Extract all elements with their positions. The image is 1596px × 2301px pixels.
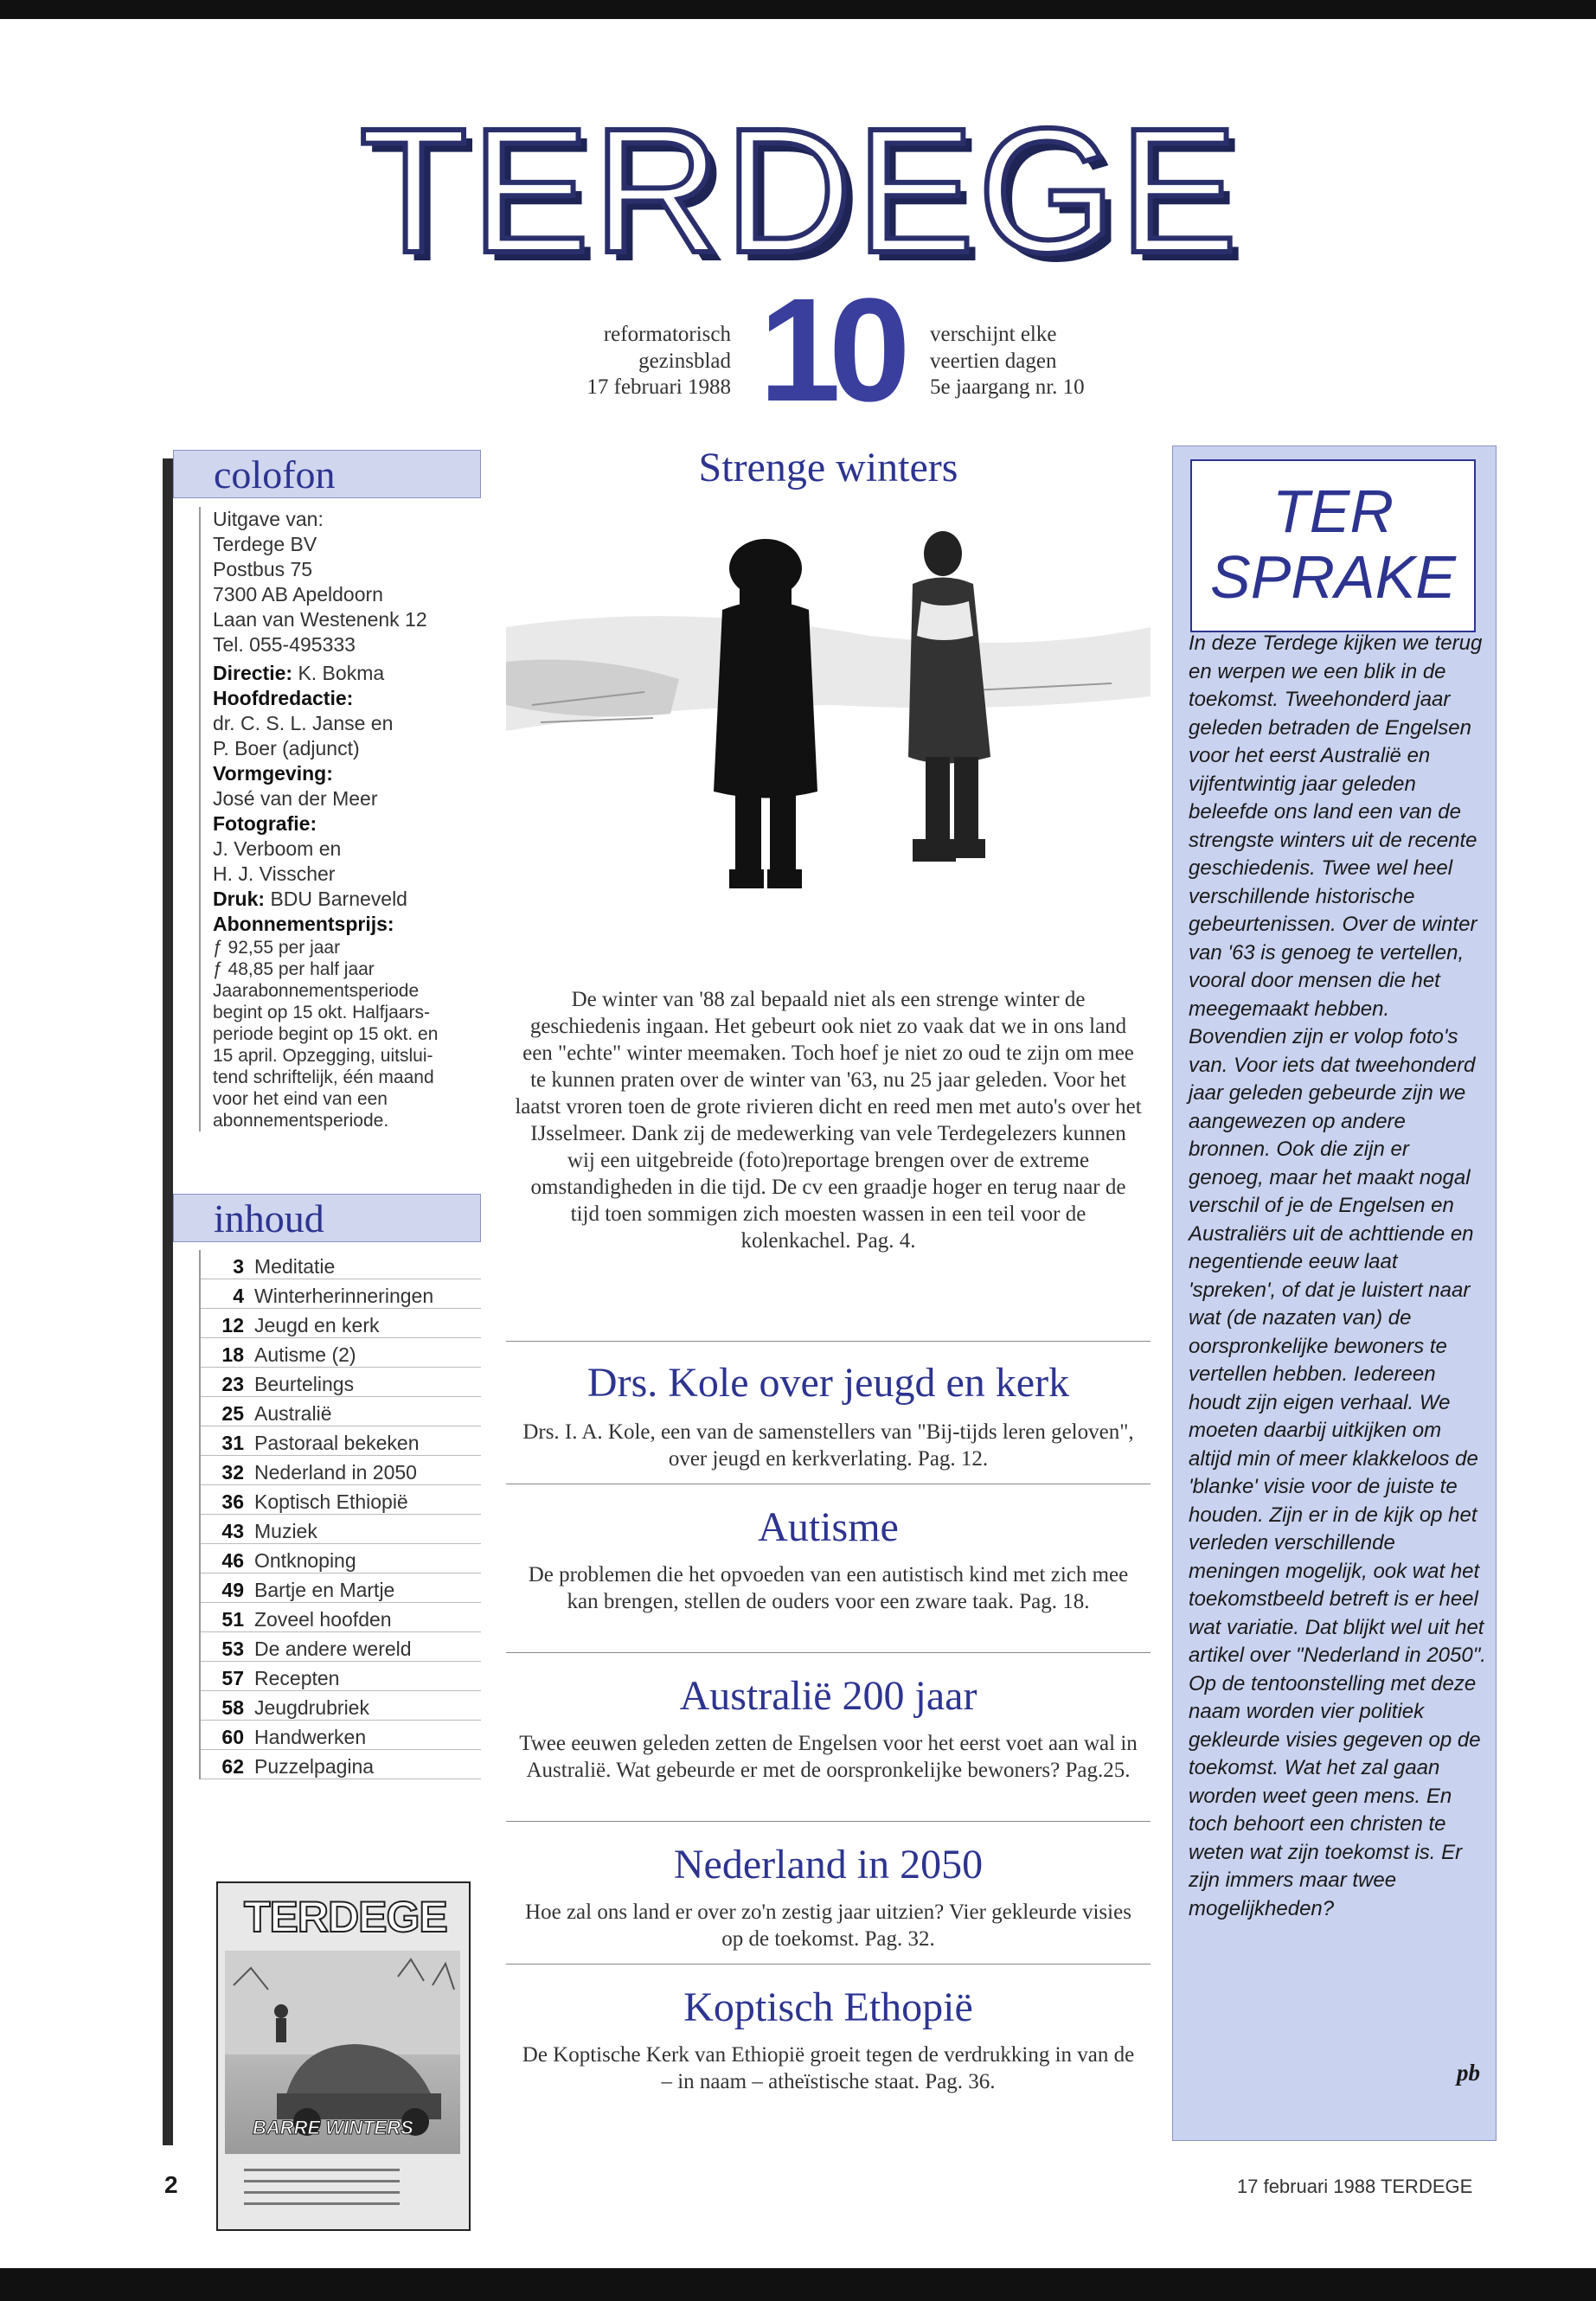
bottom-border — [0, 2268, 1596, 2301]
toc-row[interactable]: 60 Handwerken — [201, 1721, 481, 1750]
story-body-australie: Twee eeuwen geleden zetten de Engelsen voor het eerst voet aan wal in Australië. Wat gebeurde er met de oorspronkelijke bewoners? Pag.25. — [519, 1732, 1138, 1782]
cover-subtitle: BARRE WINTERS — [253, 2117, 413, 2138]
winter-photo — [506, 506, 1151, 1423]
toc-row[interactable]: 3 Meditatie — [201, 1250, 481, 1279]
story-title-koptisch-ethiopie: Koptisch Ethopië — [683, 1984, 973, 2030]
story-title-autisme: Autisme — [758, 1504, 899, 1550]
story-body-strenge-winters: De winter van '88 zal bepaald niet als een strenge winter de geschiedenis ingaan. Het gebeurt ook niet zo vaak dat we in ons land een "echte" winter meemaken. Toch hoef je niet zo oud te zijn om mee te kunnen praten over de winter van '63, nu 25 jaar geleden. Voor het laatst vroren toen de grote rivieren dicht en reed men met auto's over het IJsselmeer. Dank zij de medewerking van vele Terdegelezers kunnen wij een uitgebreide (foto)reportage brengen over de extreme omstandigheden in die tijd. De cv een graadje hoger en terug naar de tijd toen sommigen zich moesten wassen in een teil voor de kolenkachel. Pag. 4. — [515, 988, 1142, 1253]
cover-title: TERDEGE — [244, 1893, 447, 1941]
divider — [506, 1964, 1151, 1965]
story-body-nederland-2050: Hoe zal ons land er over zo'n zestig jaar uitzien? Vier gekleurde visies op de toekomst. Pag. 32. — [525, 1900, 1131, 1951]
sidebar-shadow — [163, 458, 173, 2145]
toc-row[interactable]: 49 Bartje en Martje — [201, 1574, 481, 1603]
colofon-heading: colofon — [173, 450, 481, 498]
toc-row[interactable]: 51 Zoveel hoofden — [201, 1603, 481, 1632]
story-title-strenge-winters: Strenge winters — [698, 445, 958, 490]
toc-row[interactable]: 43 Muziek — [201, 1515, 481, 1544]
ter-sprake-column — [1172, 445, 1497, 2141]
toc-row[interactable]: 57 Recepten — [201, 1662, 481, 1691]
masthead-logo: TERDEGE — [359, 91, 1241, 290]
story-title-nederland-2050: Nederland in 2050 — [673, 1842, 984, 1888]
divider — [506, 1821, 1151, 1822]
toc-row[interactable]: 25 Australië — [201, 1397, 481, 1426]
footer-date: 17 februari 1988 TERDEGE — [1237, 2176, 1473, 2197]
divider — [506, 1341, 1151, 1342]
toc-row[interactable]: 31 Pastoraal bekeken — [201, 1426, 481, 1456]
story-body-drs-kole: Drs. I. A. Kole, een van de samenstellers van "Bij-tijds leren geloven", over jeugd en kerkverlating. Pag. 12. — [522, 1420, 1134, 1471]
table-of-contents — [199, 1250, 481, 1779]
ter-sprake-signature: pb — [1457, 2060, 1480, 2086]
toc-row[interactable]: 18 Autisme (2) — [201, 1338, 481, 1368]
divider — [506, 1652, 1151, 1653]
issue-number: 10 — [759, 268, 899, 433]
inhoud-heading: inhoud — [173, 1194, 481, 1242]
toc-row[interactable]: 4 Winterherinneringen — [201, 1279, 481, 1309]
toc-row[interactable]: 23 Beurtelings — [201, 1368, 481, 1397]
toc-row[interactable]: 53 De andere wereld — [201, 1632, 481, 1662]
page-number: 2 — [164, 2171, 178, 2198]
toc-row[interactable]: 46 Ontknoping — [201, 1544, 481, 1574]
story-body-autisme: De problemen die het opvoeden van een autistisch kind met zich mee kan brengen, stellen de ouders voor een zware taak. Pag. 18. — [528, 1563, 1129, 1613]
story-title-drs-kole: Drs. Kole over jeugd en kerk — [586, 1360, 1070, 1406]
colofon-text: Uitgave van: Terdege BV Postbus 75 7300 AB Apeldoorn Laan van Westenenk 12 Tel. 055-495333 Directie: K. Bokma Hoofdredactie: dr. C. S. L. Janse en P. Boer (adjunct) Vormgeving: José van der Meer Fotografie: J. Verboom en H. J. Visscher Druk: BDU Barneveld Abonnementsprijs: ƒ 92,55 per jaar ƒ 48,85 per half jaar Jaarabonnementsperiode begint op 15 okt. Halfjaars- periode begint op 15 okt. en 15 april. Opzegging, uitslui- tend schriftelijk, één maand voor het eind van een abonnementsperiode. — [199, 507, 484, 1131]
ter-sprake-title: TER SPRAKE — [1190, 459, 1476, 632]
cover-contents-lines — [244, 2160, 417, 2214]
toc-row[interactable]: 32 Nederland in 2050 — [201, 1456, 481, 1485]
masthead-subtitle-left: reformatorisch gezinsblad 17 februari 1988 — [586, 323, 731, 399]
top-border — [0, 0, 1596, 19]
toc-row[interactable]: 12 Jeugd en kerk — [201, 1309, 481, 1338]
toc-row[interactable]: 62 Puzzelpagina — [201, 1750, 481, 1779]
toc-row[interactable]: 58 Jeugdrubriek — [201, 1691, 481, 1721]
cover-thumbnail — [216, 1881, 471, 2231]
masthead-subtitle-right: verschijnt elke veertien dagen 5e jaargang nr. 10 — [930, 323, 1085, 399]
toc-row[interactable]: 36 Koptisch Ethiopië — [201, 1485, 481, 1515]
ter-sprake-body: In deze Terdege kijken we terug en werpen we een blik in de toekomst. Tweehonderd jaar geleden betraden de Engelsen voor het eerst Australië en vijfentwintig jaar geleden beleefde ons land een van de strengste winters uit de recente geschiedenis. Twee wel heel verschillende historische gebeurtenissen. Over de winter van '63 is genoeg te vertellen, vooral door mensen die het meegemaakt hebben. Bovendien zijn er volop foto's van. Voor iets dat tweehonderd jaar geleden gebeurde zijn we aangewezen op andere bronnen. Ook die zijn er genoeg, maar het maakt nogal verschil of je de Engelsen en Australiërs uit de achttiende en negentiende eeuw laat 'spreken', of dat je luistert naar wat (de nazaten van) de oorspronkelijke bewoners te vertellen hebben. Iedereen houdt zijn eigen verhaal. We moeten daarbij uitkijken om altijd min of meer klakkeloos de 'blanke' visie voor de juiste te houden. Zijn er in de kijk op het verleden verschillende meningen mogelijk, ook wat het toekomstbeeld betreft is er heel wat variatie. Dat blijkt wel uit het artikel over "Nederland in 2050". Op de tentoonstelling met deze naam worden vier politiek gekleurde visies gegeven op de toekomst. Wat het zal gaan worden weet geen mens. En toch behoort een christen te weten wat zijn toekomst is. Er zijn immers maar twee mogelijkheden? — [1189, 631, 1486, 1920]
story-title-australie: Australië 200 jaar — [679, 1673, 977, 1719]
story-body-koptisch-ethiopie: De Koptische Kerk van Ethiopië groeit tegen de verdrukking in van de – in naam – atheïstische staat. Pag. 36. — [522, 2043, 1135, 2093]
